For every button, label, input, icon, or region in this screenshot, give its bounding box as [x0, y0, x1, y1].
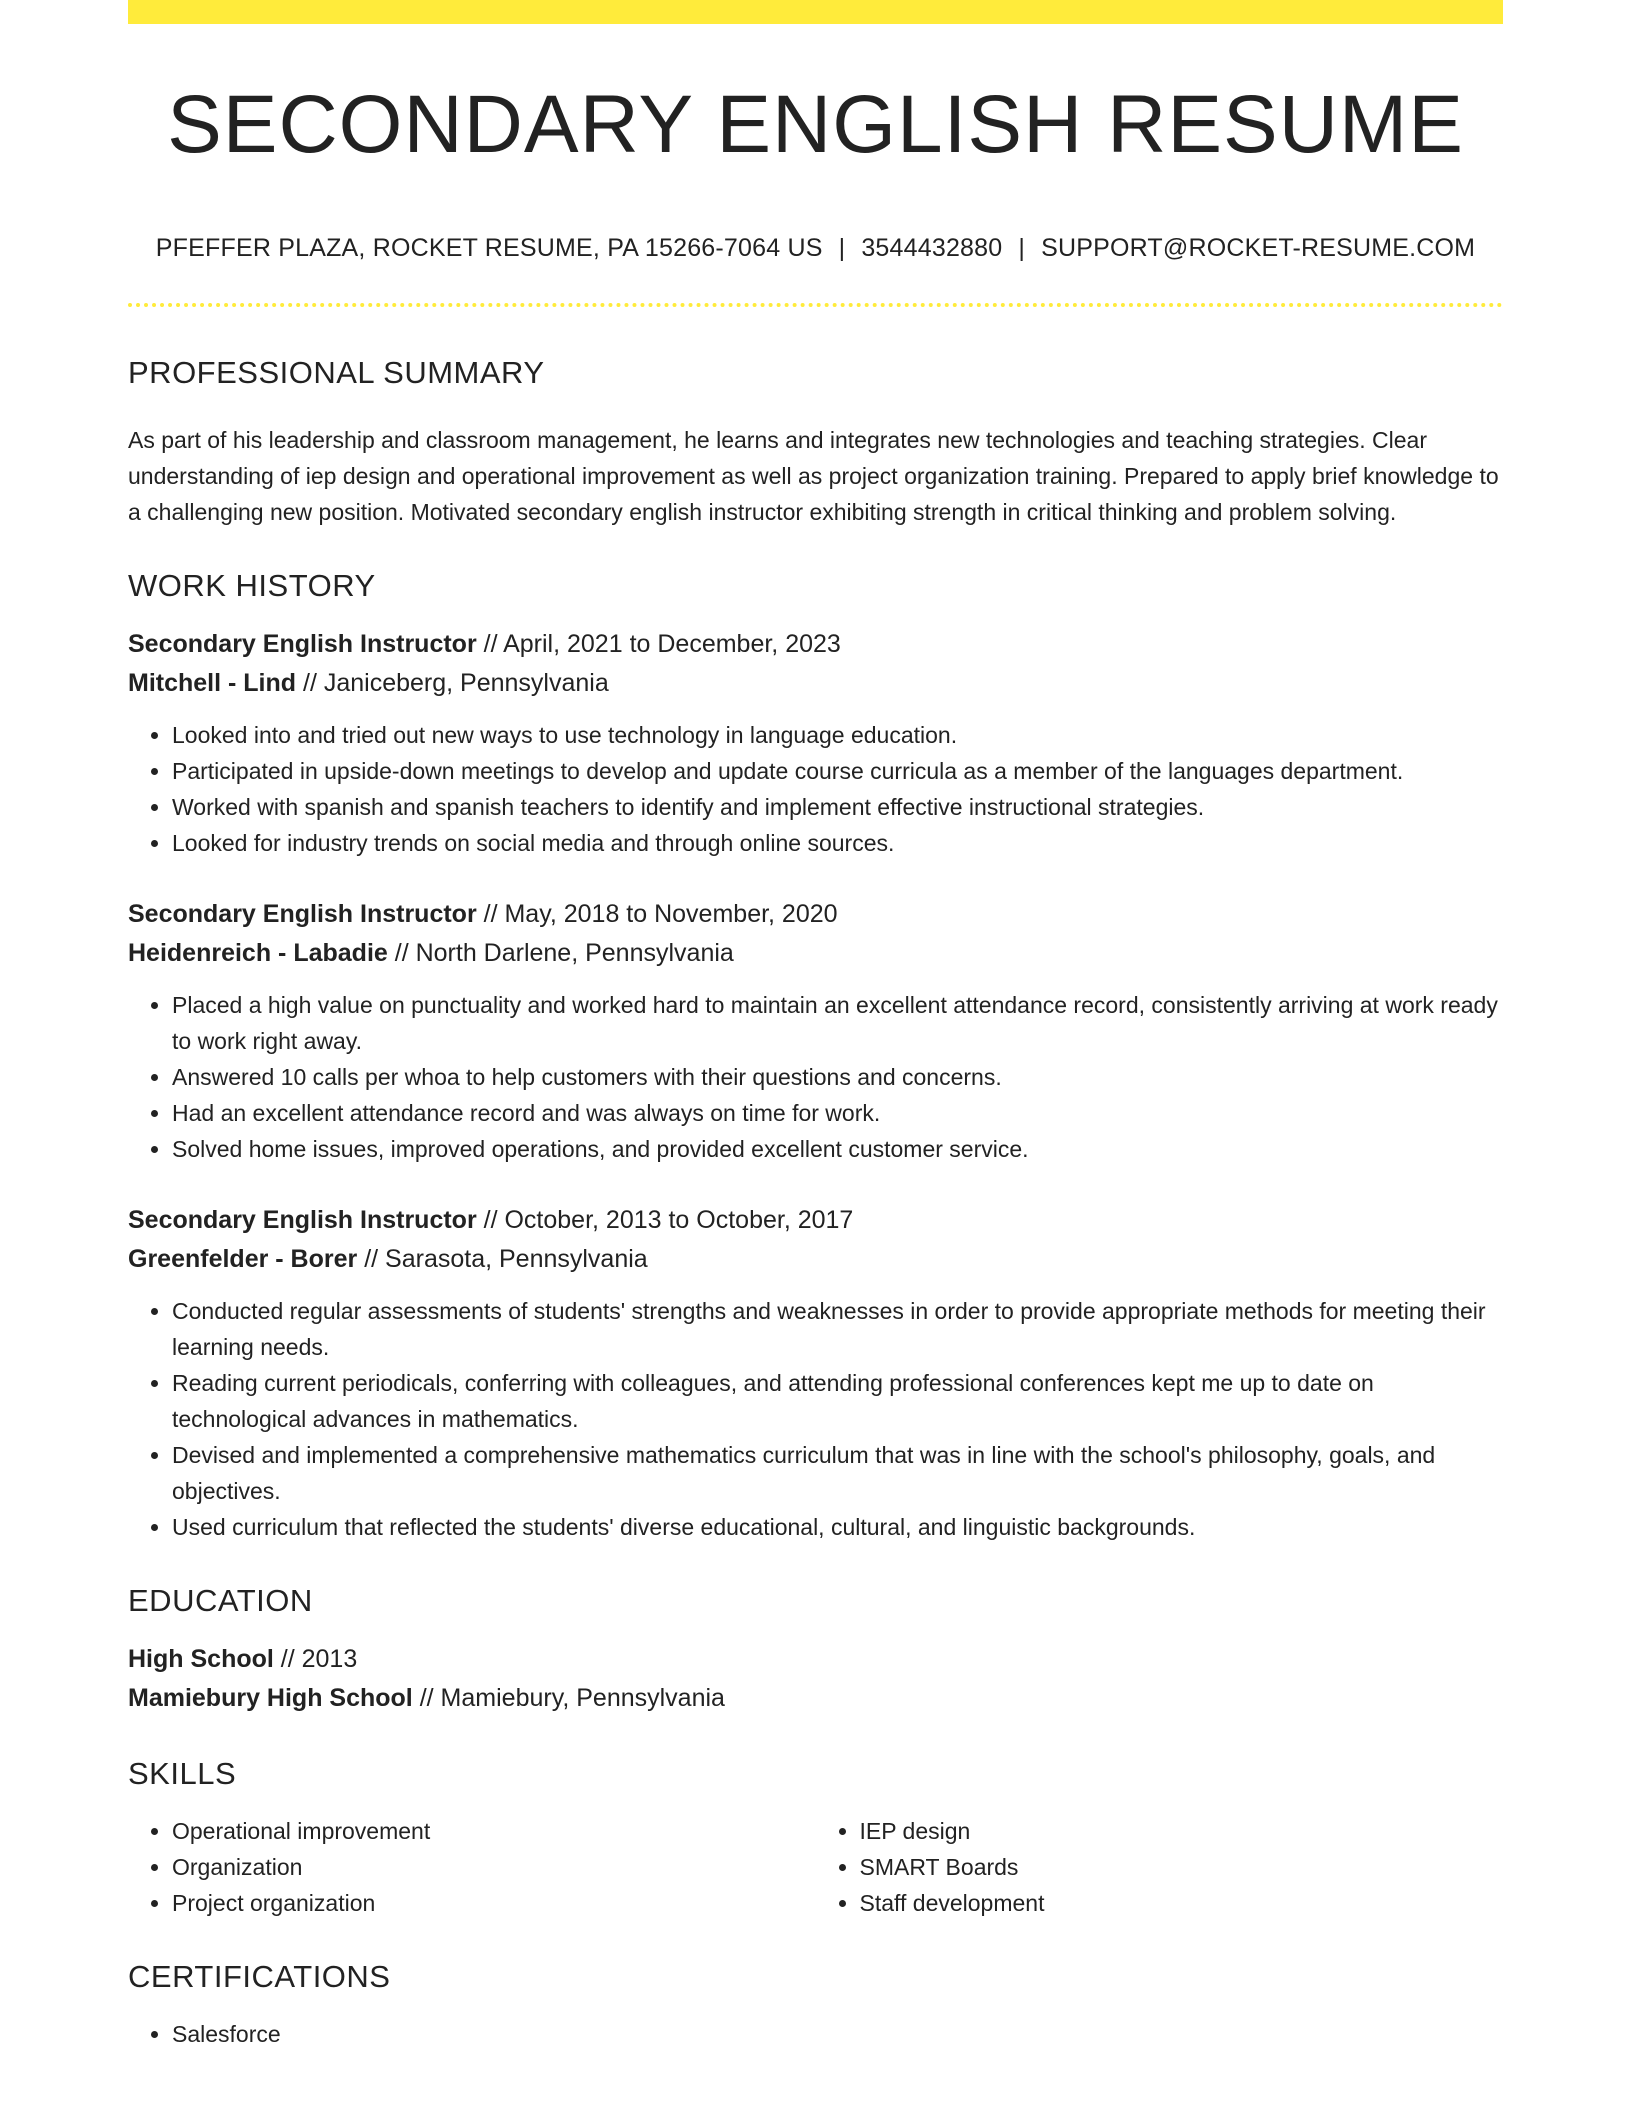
education-school-line [128, 1679, 1503, 1718]
job-entry [128, 625, 1503, 861]
education-degree: High School [128, 1645, 274, 1673]
job-bullet: • Looked for industry trends on social media and through online sources. [172, 825, 1503, 861]
job-title: Secondary English Instructor [128, 1206, 477, 1234]
summary-text: As part of his leadership and classroom management, he learns and integrates new technologies and teaching strategies. Clear understanding of iep design and operational improvement as well as project organization training. Prepared to apply brief knowledge to a challenging new position. Motivated secondary english instructor exhibiting strength in critical thinking and problem solving. [128, 427, 1499, 525]
job-bullets [128, 1293, 1503, 1545]
contact-separator: | [838, 234, 846, 262]
contact-separator: | [1018, 234, 1026, 262]
skills-right-list [816, 1813, 1504, 1921]
job-company: Mitchell - Lind [128, 669, 297, 697]
contact-email[interactable]: SUPPORT@ROCKET-RESUME.COM [1041, 234, 1476, 262]
job-bullet: • Devised and implemented a comprehensive mathematics curriculum that was in line with the school's philosophy, goals, and objectives. [172, 1437, 1503, 1509]
education-year: // 2013 [280, 1645, 358, 1673]
job-company-line [128, 934, 1503, 973]
resume-content [128, 0, 1503, 2052]
certifications-list-wrap [128, 2016, 1503, 2052]
education-degree-line [128, 1640, 1503, 1679]
skill-item: • Staff development [860, 1885, 1504, 1921]
job-bullet: • Worked with spanish and spanish teachers to identify and implement effective instructional strategies. [172, 789, 1503, 825]
job-company-line [128, 1240, 1503, 1279]
certification-item: • Salesforce [172, 2016, 1503, 2052]
job-title-line [128, 895, 1503, 934]
job-entry [128, 895, 1503, 1167]
summary-heading: PROFESSIONAL SUMMARY [128, 355, 545, 390]
skill-item: • Project organization [172, 1885, 816, 1921]
job-dates: // April, 2021 to December, 2023 [483, 630, 841, 658]
job-location: // Sarasota, Pennsylvania [364, 1245, 648, 1273]
job-bullet: • Solved home issues, improved operations, and provided excellent customer service. [172, 1131, 1503, 1167]
job-bullet: • Placed a high value on punctuality and worked hard to maintain an excellent attendance record, consistently arriving at work ready to work right away. [172, 987, 1503, 1059]
work-history-heading: WORK HISTORY [128, 568, 376, 603]
contact-address: PFEFFER PLAZA, ROCKET RESUME, PA 15266-7064 US [155, 234, 823, 262]
skills-left-list [128, 1813, 816, 1921]
job-bullet: • Looked into and tried out new ways to use technology in language education. [172, 717, 1503, 753]
skills-heading: SKILLS [128, 1756, 237, 1791]
job-bullet: • Conducted regular assessments of students' strengths and weaknesses in order to provide appropriate methods for meeting their learning needs. [172, 1293, 1503, 1365]
contact-phone: 3544432880 [861, 234, 1003, 262]
education-location: // Mamiebury, Pennsylvania [419, 1684, 725, 1712]
accent-top-bar [128, 0, 1503, 24]
job-dates: // May, 2018 to November, 2020 [483, 900, 838, 928]
resume-title: SECONDARY ENGLISH RESUME [167, 79, 1464, 170]
job-title-line [128, 625, 1503, 664]
skill-item: • Operational improvement [172, 1813, 816, 1849]
job-title-line [128, 1201, 1503, 1240]
education-entry [128, 1640, 1503, 1718]
job-title: Secondary English Instructor [128, 900, 477, 928]
contact-line [128, 234, 1503, 263]
job-bullet: • Used curriculum that reflected the students' diverse educational, cultural, and linguistic backgrounds. [172, 1509, 1503, 1545]
skill-item: • SMART Boards [860, 1849, 1504, 1885]
job-company: Heidenreich - Labadie [128, 939, 388, 967]
certifications-list [128, 2016, 1503, 2052]
job-bullet: • Reading current periodicals, conferring with colleagues, and attending professional conferences kept me up to date on technological advances in mathematics. [172, 1365, 1503, 1437]
dotted-divider [128, 303, 1503, 307]
certifications-heading: CERTIFICATIONS [128, 1959, 391, 1994]
skill-item: • Organization [172, 1849, 816, 1885]
job-company-line [128, 664, 1503, 703]
job-bullet: • Had an excellent attendance record and was always on time for work. [172, 1095, 1503, 1131]
job-company: Greenfelder - Borer [128, 1245, 358, 1273]
job-location: // Janiceberg, Pennsylvania [303, 669, 609, 697]
skills-columns [128, 1813, 1503, 1921]
job-dates: // October, 2013 to October, 2017 [483, 1206, 854, 1234]
job-bullets [128, 987, 1503, 1167]
education-heading: EDUCATION [128, 1583, 313, 1618]
job-location: // North Darlene, Pennsylvania [394, 939, 734, 967]
skill-item: • IEP design [860, 1813, 1504, 1849]
education-school: Mamiebury High School [128, 1684, 413, 1712]
job-bullet: • Answered 10 calls per whoa to help customers with their questions and concerns. [172, 1059, 1503, 1095]
job-title: Secondary English Instructor [128, 630, 477, 658]
job-bullet: • Participated in upside-down meetings to develop and update course curricula as a member of the languages department. [172, 753, 1503, 789]
job-bullets [128, 717, 1503, 861]
job-entry [128, 1201, 1503, 1545]
